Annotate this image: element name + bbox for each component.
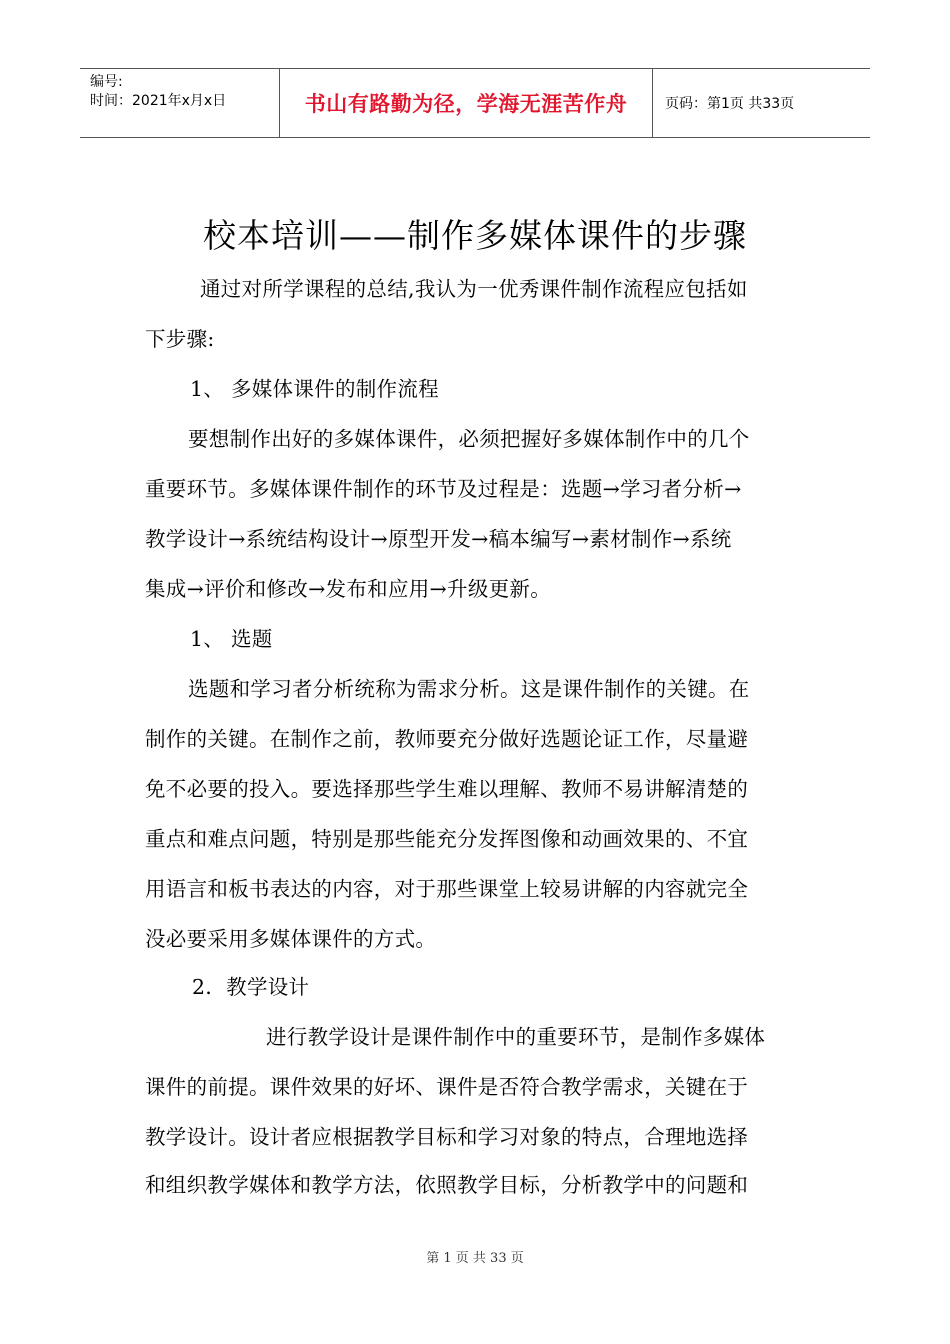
body-line: 用语言和板书表达的内容，对于那些课堂上较易讲解的内容就完全 [145,877,749,901]
header-motto: 书山有路勤为径，学海无涯苦作舟 [280,69,653,137]
body-line: 要想制作出好的多媒体课件，必须把握好多媒体制作中的几个 [188,427,750,451]
body-line: 下步骤: [145,327,215,351]
body-line: 没必要采用多媒体课件的方式。 [145,927,437,951]
page-footer: 第 1 页 共 33 页 [426,1251,524,1266]
body-line: 和组织教学媒体和教学方法，依照教学目标，分析教学中的问题和 [145,1173,749,1197]
body-line: 选题和学习者分析统称为需求分析。这是课件制作的关键。在 [188,677,750,701]
serial-label: 编号: [90,74,123,90]
section-heading: 2．教学设计 [192,975,310,999]
header-meta [80,69,280,137]
date-label: 时间：2021年x月x日 [90,93,227,109]
body-line: 进行教学设计是课件制作中的重要环节，是制作多媒体 [266,1025,766,1049]
body-line: 制作的关键。在制作之前，教师要充分做好选题论证工作，尽量避 [145,727,749,751]
body-line: 重点和难点问题，特别是那些能充分发挥图像和动画效果的、不宜 [145,827,749,851]
section-heading: 1、 多媒体课件的制作流程 [190,377,439,401]
document-header [80,68,870,138]
body-line: 通过对所学课程的总结,我认为一优秀课件制作流程应包括如 [200,277,748,301]
body-line: 课件的前提。课件效果的好坏、课件是否符合教学需求，关键在于 [145,1075,749,1099]
section-heading: 1、 选题 [190,627,273,651]
header-page-info: 页码：第1页 共33页 [665,96,795,112]
document-title: 校本培训——制作多媒体课件的步骤 [203,216,747,255]
body-line: 重要环节。多媒体课件制作的环节及过程是：选题→学习者分析→ [145,477,742,501]
body-line: 集成→评价和修改→发布和应用→升级更新。 [145,577,552,601]
body-line: 教学设计。设计者应根据教学目标和学习对象的特点，合理地选择 [145,1125,749,1149]
body-line: 教学设计→系统结构设计→原型开发→稿本编写→素材制作→系统 [145,527,732,551]
body-line: 免不必要的投入。要选择那些学生难以理解、教师不易讲解清楚的 [145,777,749,801]
